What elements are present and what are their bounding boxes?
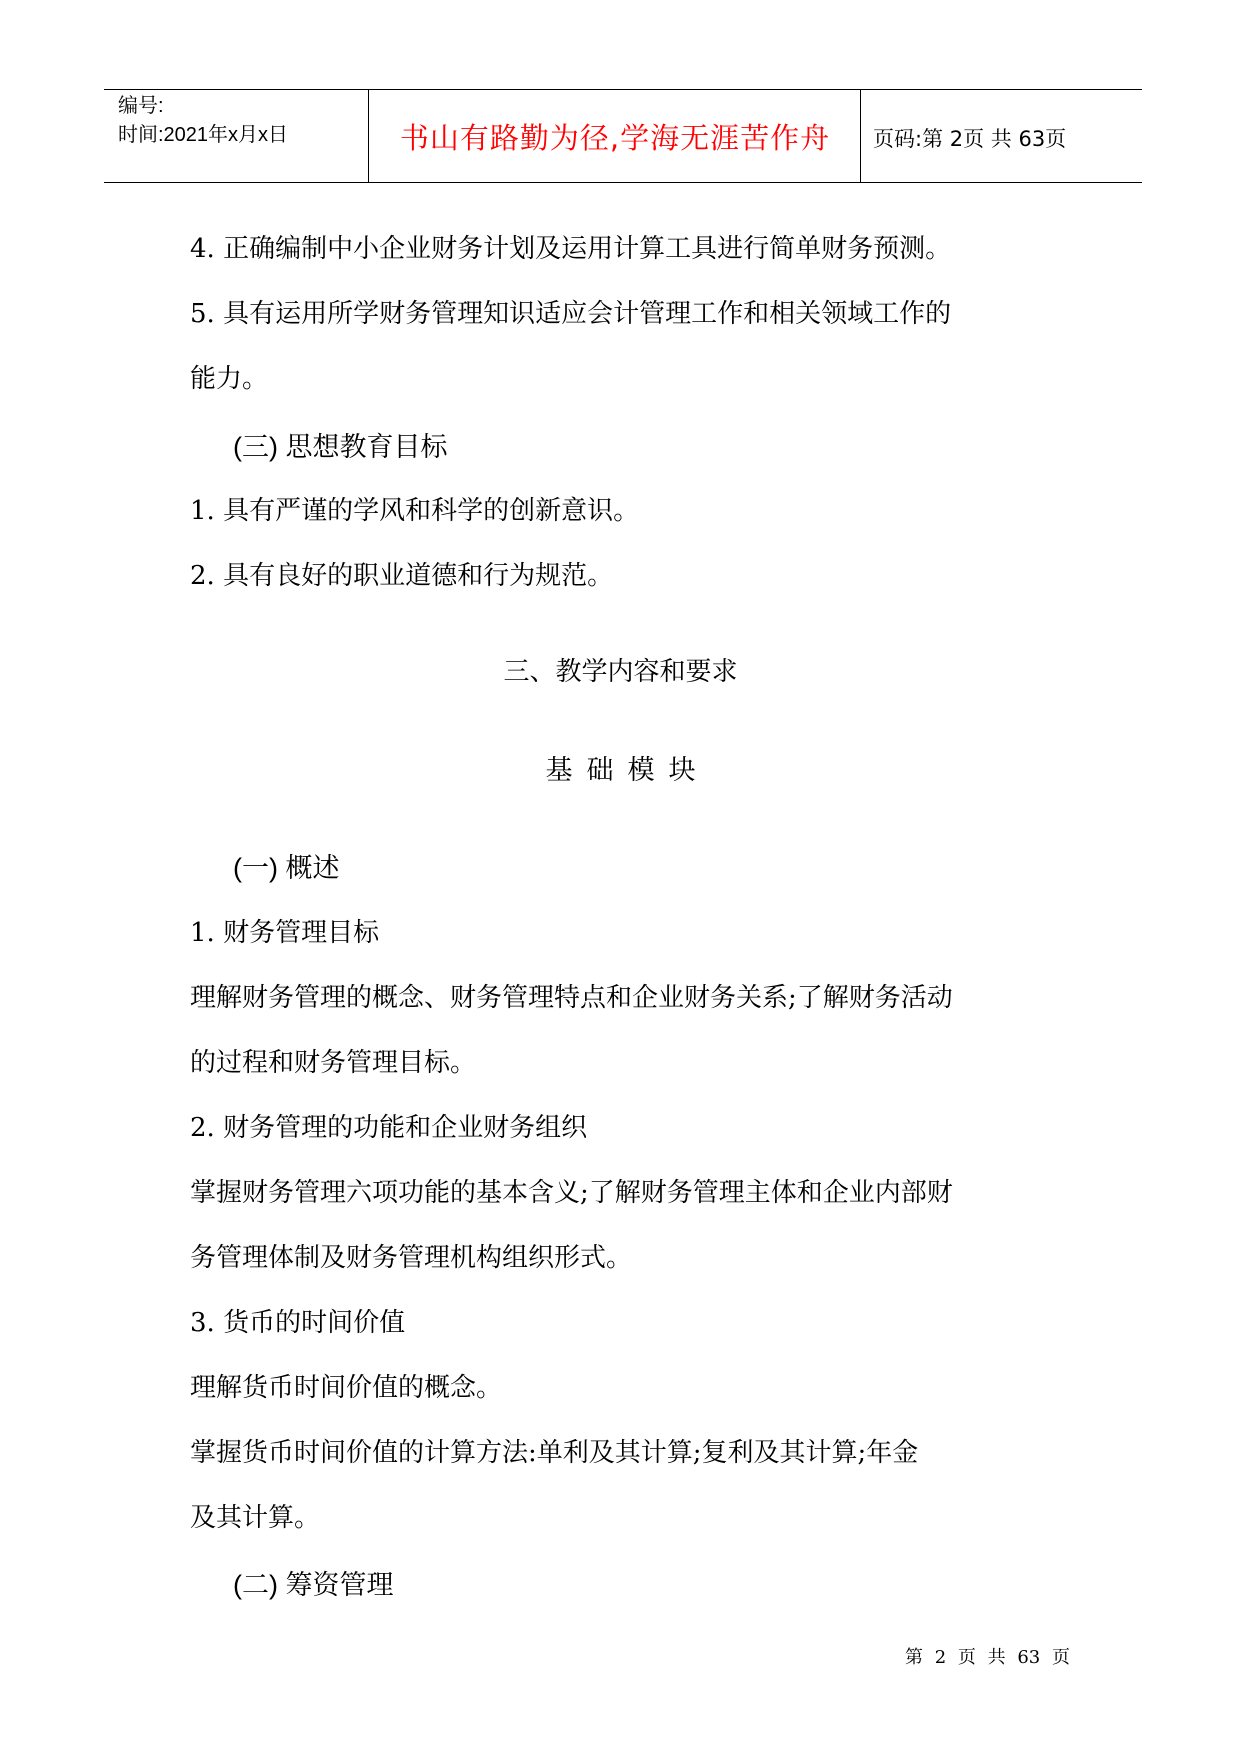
text-line: 2. 财务管理的功能和企业财务组织 — [190, 1113, 588, 1143]
header-divider-left — [368, 89, 369, 183]
text-line: 的过程和财务管理目标。 — [190, 1048, 477, 1078]
header-bottom-rule — [104, 182, 1142, 183]
text-line: 1. 具有严谨的学风和科学的创新意识。 — [190, 496, 640, 526]
text-line: 5. 具有运用所学财务管理知识适应会计管理工作和相关领域工作的 — [190, 299, 952, 329]
text-line: 3. 货币的时间价值 — [190, 1308, 406, 1338]
text-line: 4. 正确编制中小企业财务计划及运用计算工具进行简单财务预测。 — [190, 234, 952, 264]
text-line: 1. 财务管理目标 — [190, 918, 380, 948]
text-line: 理解货币时间价值的概念。 — [190, 1373, 503, 1403]
header-page-label: 页码:第 2页 共 63页 — [873, 127, 1067, 151]
header-time-label: 时间:2021年x月x日 — [118, 124, 289, 146]
header-number-label: 编号: — [118, 95, 164, 117]
header-divider-right — [860, 89, 861, 183]
text-line: 理解财务管理的概念、财务管理特点和企业财务关系;了解财务活动 — [190, 983, 953, 1013]
text-line: 及其计算。 — [190, 1503, 321, 1533]
text-line: 2. 具有良好的职业道德和行为规范。 — [190, 561, 614, 591]
header-slogan: 书山有路勤为径,学海无涯苦作舟 — [399, 121, 831, 155]
section-title: 三、教学内容和要求 — [503, 657, 738, 687]
footer-page-number: 第 2 页 共 63 页 — [905, 1647, 1070, 1668]
header-info — [118, 92, 288, 150]
text-line: 掌握财务管理六项功能的基本含义;了解财务管理主体和企业内部财 — [190, 1178, 953, 1208]
module-title: 基础模块 — [545, 755, 710, 786]
header-top-rule — [104, 89, 1142, 90]
subheading-ideology-goals: (三) 思想教育目标 — [233, 432, 448, 462]
subheading-financing: (二) 筹资管理 — [233, 1570, 394, 1600]
text-line: 掌握货币时间价值的计算方法:单利及其计算;复利及其计算;年金 — [190, 1438, 919, 1468]
subheading-overview: (一) 概述 — [233, 853, 340, 883]
text-line: 能力。 — [190, 364, 269, 394]
text-line: 务管理体制及财务管理机构组织形式。 — [190, 1243, 633, 1273]
